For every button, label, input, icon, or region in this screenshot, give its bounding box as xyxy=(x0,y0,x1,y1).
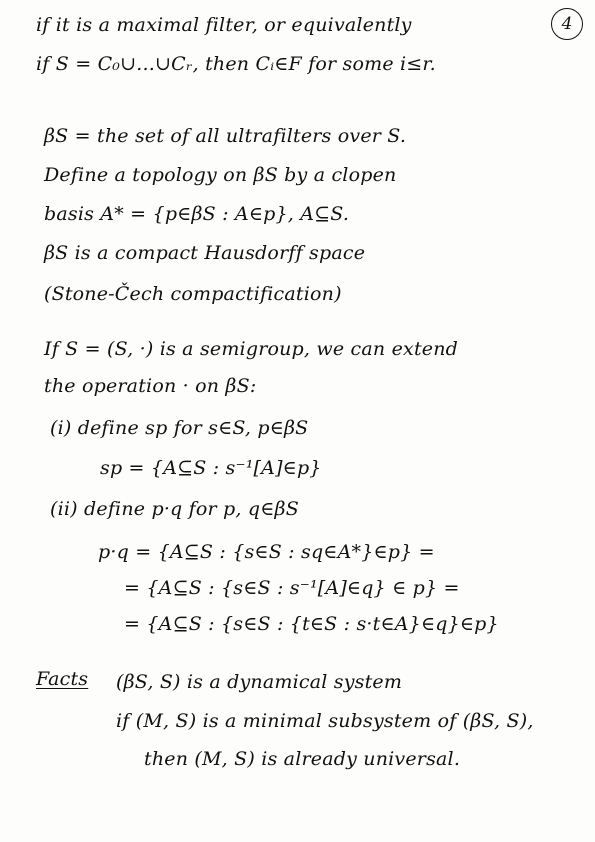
page-number: 4 xyxy=(561,14,573,34)
note-line-13: p·q = {A⊆S : {s∈S : sq∈A*}∈p} = xyxy=(98,541,435,563)
page-number-circle xyxy=(551,8,583,40)
note-line-1: if it is a maximal filter, or equivalently xyxy=(36,14,412,36)
note-line-9: the operation · on βS: xyxy=(44,375,257,397)
note-line-8: If S = (S, ·) is a semigroup, we can extend xyxy=(44,338,459,360)
note-line-12: (ii) define p·q for p, q∈βS xyxy=(50,498,299,520)
note-line-6: βS is a compact Hausdorff space xyxy=(44,242,366,264)
note-line-15: = {A⊆S : {s∈S : {t∈S : s·t∈A}∈q}∈p} xyxy=(124,613,499,635)
note-line-16: (βS, S) is a dynamical system xyxy=(116,671,403,693)
note-line-2: if S = C₀∪...∪Cᵣ, then Cᵢ∈F for some i≤r. xyxy=(36,53,436,75)
note-line-3: βS = the set of all ultrafilters over S. xyxy=(44,125,407,147)
note-line-4: Define a topology on βS by a clopen xyxy=(44,164,397,186)
note-line-17: if (M, S) is a minimal subsystem of (βS, S), xyxy=(116,710,534,732)
note-line-10: (i) define sp for s∈S, p∈βS xyxy=(50,417,309,439)
note-line-14: = {A⊆S : {s∈S : s⁻¹[A]∈q} ∈ p} = xyxy=(124,577,460,599)
note-line-18: then (M, S) is already universal. xyxy=(144,748,461,770)
note-line-11: sp = {A⊆S : s⁻¹[A]∈p} xyxy=(100,457,322,479)
facts-label: Facts xyxy=(36,668,89,690)
note-line-7: (Stone-Čech compactification) xyxy=(44,283,342,305)
note-line-5: basis A* = {p∈βS : A∈p}, A⊆S. xyxy=(44,203,350,225)
